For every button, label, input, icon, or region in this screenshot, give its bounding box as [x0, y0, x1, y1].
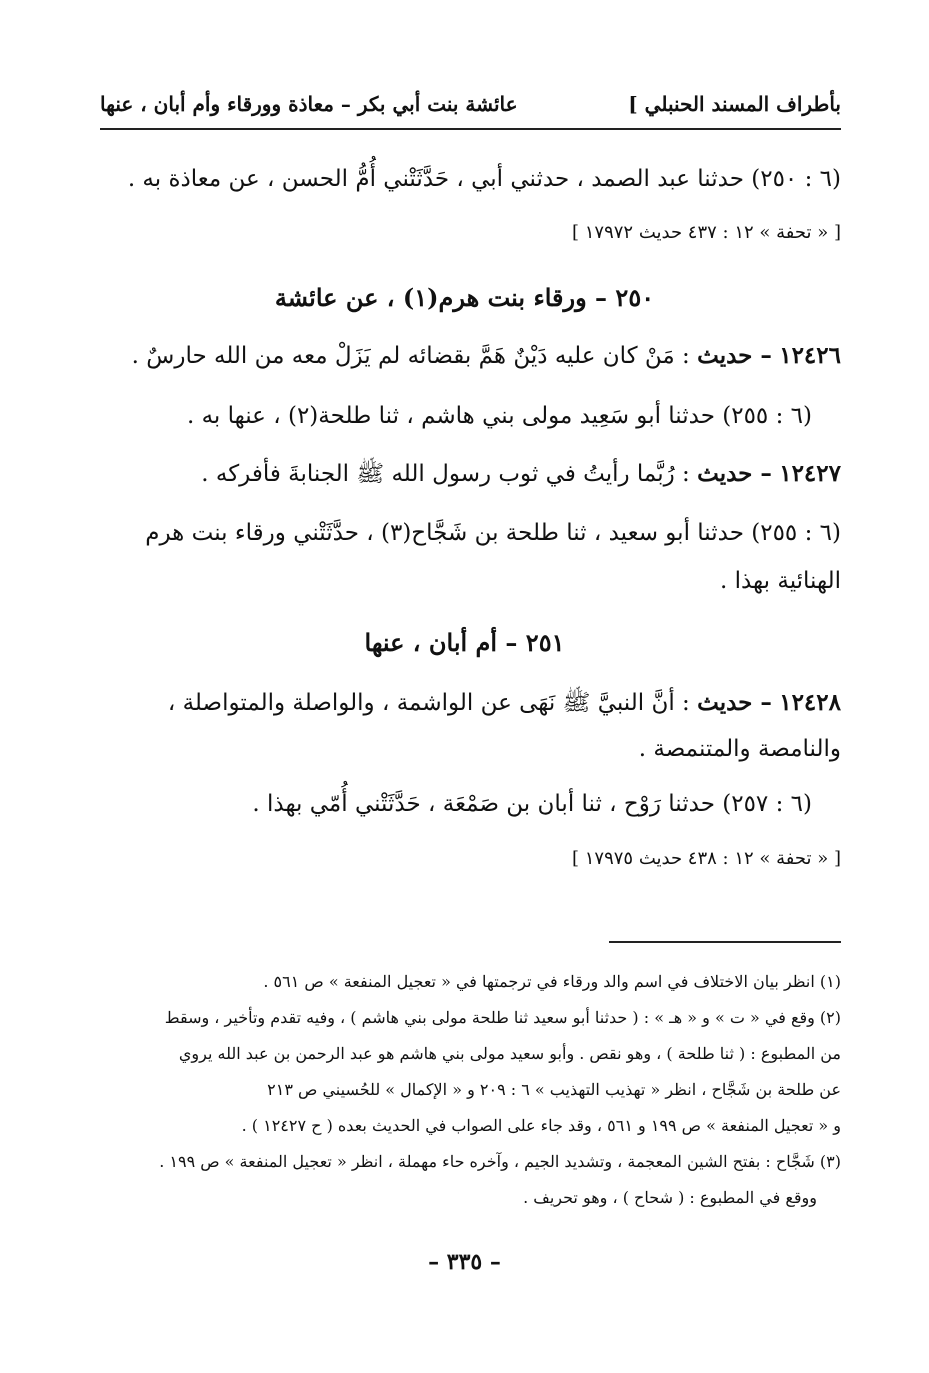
hadith-number: ١٢٤٢٧	[779, 460, 841, 487]
isnad-line: (٦ : ٢٥٥) حدثنا أبو سَعِيد مولى بني هاشم ، ثنا طلحة(٢) ، عنها به .	[186, 403, 812, 429]
tuhfa-reference: [ « تحفة » ١٢ : ٤٣٨ حديث ١٧٩٧٥ ]	[572, 848, 841, 869]
section-heading-251: ٢٥١ – أم أبان ، عنها	[364, 628, 565, 657]
footnote-2-line-1: (٢) وقع في « ت » و « هـ » : ( حدثنا أبو سعيد ثنا طلحة مولى بني هاشم ) ، وفيه تقدم وتأخير ، وسقط	[164, 1008, 841, 1027]
section-heading-250: ٢٥٠ – ورقاء بنت هرم(١) ، عن عائشة	[274, 283, 655, 312]
page-number: – ٣٣٥ –	[428, 1249, 501, 1275]
footnote-3-line-2: ووقع في المطبوع : ( شحاح ) ، وهو تحريف .	[523, 1188, 817, 1207]
header-section-title: عائشة بنت أبي بكر – معاذة وورقاء وأم أبان ، عنها	[100, 92, 518, 116]
hadith-12427	[201, 459, 841, 493]
footnote-separator	[609, 941, 841, 943]
footnote-2-line-2: من المطبوع : ( ثنا طلحة ) ، وهو نقص . وأبو سعيد مولى بني هاشم هو عبد الرحمن بن عبد الله يروي	[178, 1044, 841, 1063]
footnote-2-line-4: و « تعجيل المنفعة » ص ١٩٩ و ٥٦١ ، وقد جاء على الصواب في الحديث بعده ( ح ١٢٤٢٧ ) .	[241, 1116, 841, 1135]
hadith-text: : مَنْ كان عليه دَيْنٌ هَمَّ بقضائه لم يَزَلْ معه من الله حارسٌ .	[131, 343, 690, 369]
isnad-line: (٦ : ٢٥٥) حدثنا أبو سعيد ، ثنا طلحة بن شَجَّاح(٣) ، حدَّثَتْني ورقاء بنت هرم	[145, 520, 841, 546]
hadith-number: ١٢٤٢٨	[779, 689, 841, 716]
hadith-continuation: والنامصة والمتنمصة .	[638, 736, 841, 762]
hadith-12426	[132, 342, 841, 369]
hadith-text: : رُبَّما رأيتُ في ثوب رسول الله ﷺ الجنابةَ فأفركه .	[201, 461, 690, 487]
footnote-1: (١) انظر بيان الاختلاف في اسم والد ورقاء في ترجمتها في « تعجيل المنفعة » ص ٥٦١ .	[263, 972, 841, 991]
footnote-2-line-3: عن طلحة بن شَجَّاح ، انظر « تهذيب التهذيب » ٦ : ٢٠٩ و « الإكمال » للحُسيني ص ٢١٣	[267, 1080, 841, 1099]
isnad-line: (٦ : ٢٥٧) حدثنا رَوْح ، ثنا أبان بن صَمْعَة ، حَدَّثَتْني أُمّي بهذا .	[252, 791, 812, 817]
isnad-line: (٦ : ٢٥٠) حدثنا عبد الصمد ، حدثني أبي ، حَدَّثَتْني أُمُّ الحسن ، عن معاذة به .	[127, 166, 841, 192]
isnad-continuation: الهنائية بهذا .	[719, 568, 841, 594]
tuhfa-reference: [ « تحفة » ١٢ : ٤٣٧ حديث ١٧٩٧٢ ]	[572, 222, 841, 243]
running-header	[100, 92, 841, 124]
header-rule	[100, 128, 841, 130]
hadith-keyword: – حديث	[697, 342, 772, 369]
hadith-number: ١٢٤٢٦	[779, 342, 841, 369]
hadith-keyword: – حديث	[697, 460, 772, 487]
hadith-12428	[168, 688, 841, 722]
footnote-3-line-1: (٣) شَجَّاح : بفتح الشين المعجمة ، وتشديد الجيم ، وآخره حاء مهملة ، انظر « تعجيل المنفعة » ص ١٩٩ .	[159, 1152, 841, 1171]
hadith-keyword: – حديث	[697, 689, 772, 716]
header-book-title: بأطراف المسند الحنبلي ]	[628, 92, 841, 116]
hadith-text: : أنَّ النبيَّ ﷺ نَهَى عن الواشمة ، والواصلة والمتواصلة ،	[167, 690, 690, 716]
